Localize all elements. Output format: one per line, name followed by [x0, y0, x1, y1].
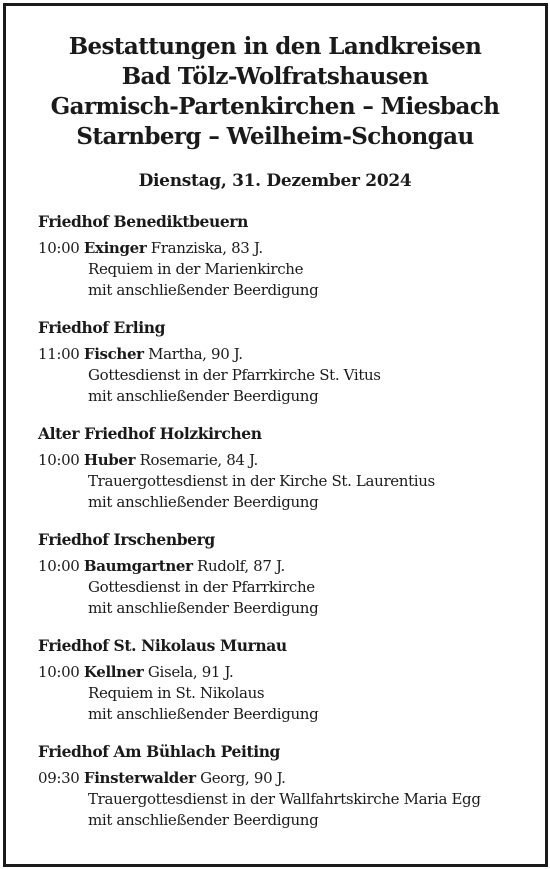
- deceased-line: [38, 662, 538, 683]
- deceased-surname: Finsterwalder: [83, 769, 196, 787]
- cemetery-name: Friedhof Irschenberg: [38, 530, 215, 549]
- deceased-line: [38, 238, 538, 259]
- burial-note: mit anschließender Beerdigung: [88, 811, 319, 829]
- burial-entry: [38, 635, 538, 741]
- burial-time: 10:00: [38, 557, 80, 575]
- service-description: Gottesdienst in der Pfarrkirche St. Vitus: [88, 366, 381, 384]
- deceased-surname: Baumgartner: [83, 557, 193, 575]
- burial-entry: [38, 741, 538, 847]
- cemetery-name: Friedhof Benediktbeuern: [38, 212, 248, 231]
- notice-date: Dienstag, 31. Dezember 2024: [138, 171, 412, 191]
- burial-note: mit anschließender Beerdigung: [88, 705, 319, 723]
- deceased-surname: Fischer: [83, 345, 144, 363]
- deceased-details: Martha, 90 J.: [148, 345, 243, 363]
- deceased-line: [38, 556, 538, 577]
- service-description: Requiem in St. Nikolaus: [88, 684, 265, 702]
- service-description: Trauergottesdienst in der Kirche St. Laurentius: [88, 472, 435, 490]
- burial-time: 09:30: [38, 769, 80, 787]
- service-description: Requiem in der Marienkirche: [88, 260, 304, 278]
- notice-header: [0, 32, 550, 152]
- burial-entry: [38, 423, 538, 529]
- burial-time: 10:00: [38, 663, 80, 681]
- service-description: Gottesdienst in der Pfarrkirche: [88, 578, 315, 596]
- cemetery-name: Friedhof St. Nikolaus Murnau: [38, 636, 287, 655]
- burial-list: [38, 211, 538, 847]
- deceased-surname: Exinger: [83, 239, 147, 257]
- burial-note: mit anschließender Beerdigung: [88, 281, 319, 299]
- title-line: Bad Tölz-Wolfratshausen: [121, 63, 429, 90]
- title-line: Bestattungen in den Landkreisen: [68, 33, 482, 60]
- deceased-details: Rudolf, 87 J.: [197, 557, 285, 575]
- burial-note: mit anschließender Beerdigung: [88, 493, 319, 511]
- burial-time: 10:00: [38, 451, 80, 469]
- deceased-details: Franziska, 83 J.: [150, 239, 263, 257]
- burial-note: mit anschließender Beerdigung: [88, 387, 319, 405]
- deceased-line: [38, 768, 538, 789]
- burial-entry: [38, 529, 538, 635]
- title-line: Garmisch-Partenkirchen – Miesbach: [50, 93, 500, 120]
- deceased-line: [38, 450, 538, 471]
- service-description: Trauergottesdienst in der Wallfahrtskirche Maria Egg: [88, 790, 481, 808]
- burial-entry: [38, 317, 538, 423]
- deceased-details: Georg, 90 J.: [200, 769, 286, 787]
- deceased-line: [38, 344, 538, 365]
- deceased-surname: Huber: [83, 451, 136, 469]
- burial-time: 11:00: [38, 345, 80, 363]
- deceased-details: Gisela, 91 J.: [147, 663, 234, 681]
- deceased-details: Rosemarie, 84 J.: [139, 451, 258, 469]
- title-line: Starnberg – Weilheim-Schongau: [76, 123, 474, 150]
- burial-note: mit anschließender Beerdigung: [88, 599, 319, 617]
- burial-entry: [38, 211, 538, 317]
- burial-time: 10:00: [38, 239, 80, 257]
- deceased-surname: Kellner: [83, 663, 144, 681]
- cemetery-name: Alter Friedhof Holzkirchen: [38, 424, 262, 443]
- cemetery-name: Friedhof Erling: [38, 318, 166, 337]
- cemetery-name: Friedhof Am Bühlach Peiting: [38, 742, 280, 761]
